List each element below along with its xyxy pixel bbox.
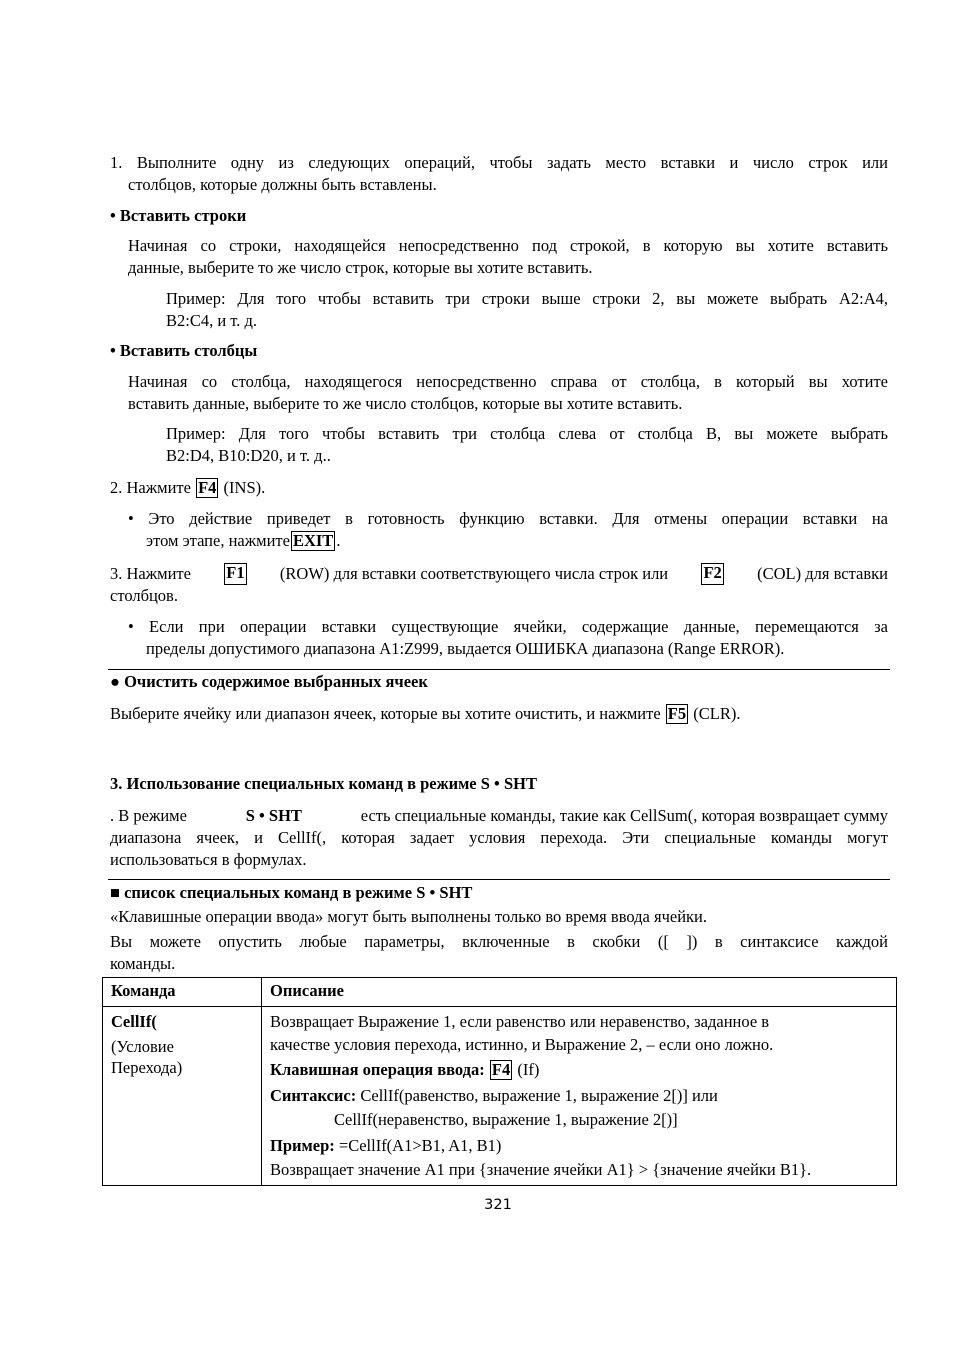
section3-line1-suffix: есть специальные команды, такие как CellSum(, которая возвращает сумму (360, 806, 888, 825)
insert-rows-example-line2: B2:C4, и т. д. (166, 311, 258, 330)
description-line1: Возвращает Выражение 1, если равенство или неравенство, заданное в (270, 1012, 770, 1031)
example-formula: =CellIf(A1>B1, A1, B1) (338, 1136, 502, 1155)
key-operation (270, 1058, 888, 1082)
f4-key: F4 (198, 478, 217, 497)
step3-text-line2: столбцов. (110, 586, 178, 605)
command-subtitle-line2: Перехода) (111, 1058, 183, 1077)
section3-line1-prefix: . В режиме (110, 806, 187, 825)
step3-text-line1 (110, 563, 888, 585)
syntax-line1 (270, 1084, 888, 1108)
divider-rule (108, 879, 890, 880)
divider-rule (108, 669, 890, 670)
section3-line1-mode: S • SHT (245, 806, 302, 825)
command-subtitle-line1: (Условие (111, 1037, 174, 1056)
description-line2: качестве условия перехода, истинно, и Выражение 2, – если оно ложно. (270, 1035, 774, 1054)
command-list-note2-line1: Вы можете опустить любые параметры, включенные в скобки ([ ]) в синтаксисе каждой (110, 932, 888, 951)
column-header-description: Описание (262, 978, 897, 1007)
step3-prefix: 3. Нажмите (110, 564, 191, 583)
f1-key: F1 (224, 563, 246, 585)
insert-columns-heading: • Вставить столбцы (110, 341, 258, 360)
step2-note-prefix: этом этапе, нажмите (146, 531, 290, 550)
page-number: 321 (484, 1197, 512, 1213)
section3-line1 (110, 805, 888, 827)
step3-suffix: (COL) для вставки (757, 564, 888, 583)
step2-suffix: (INS). (223, 478, 266, 497)
clear-text-suffix: (CLR). (693, 704, 741, 723)
syntax-text-1: CellIf(равенство, выражение 1, выражение 2[)] или (360, 1086, 718, 1105)
step2-note-line1: • Это действие приведет в готовность функцию вставки. Для отмены операции вставки на (128, 509, 888, 528)
syntax-line2: CellIf(неравенство, выражение 1, выражение 2[)] (334, 1110, 678, 1129)
clear-text-prefix: Выберите ячейку или диапазон ячеек, которые вы хотите очистить, и нажмите (110, 704, 661, 723)
insert-rows-example-line1: Пример: Для того чтобы вставить три строки выше строки 2, вы можете выбрать A2:A4, (166, 289, 888, 308)
insert-rows-paragraph-line1: Начиная со строки, находящейся непосредственно под строкой, в которую вы хотите вставить (128, 236, 888, 255)
example-result: Возвращает значение A1 при {значение ячейки A1} > {значение ячейки B1}. (270, 1160, 812, 1179)
example-label: Пример: (270, 1136, 335, 1155)
insert-columns-paragraph-line2: вставить данные, выберите то же число столбцов, которые вы хотите вставить. (128, 394, 683, 413)
f2-key: F2 (701, 563, 723, 585)
step2-note-suffix: . (336, 531, 341, 550)
command-name: CellIf( (111, 1012, 157, 1031)
f5-key: F5 (667, 704, 687, 723)
clear-text (110, 703, 740, 725)
insert-columns-example-line1: Пример: Для того чтобы вставить три столбца слева от столбца B, вы можете выбрать (166, 424, 888, 443)
column-header-command: Команда (103, 978, 262, 1007)
section3-line2: диапазона ячеек, и CellIf(, которая задает условия перехода. Эти специальные команды могут (110, 828, 888, 847)
insert-columns-paragraph-line1: Начиная со столбца, находящегося непосредственно справа от столбца, в который вы хотите (128, 372, 888, 391)
step2-prefix: 2. Нажмите (110, 478, 191, 497)
key-operation-label: Клавишная операция ввода: (270, 1060, 485, 1079)
insert-columns-example-line2: B2:D4, B10:D20, и т. д.. (166, 446, 331, 465)
section3-heading: 3. Использование специальных команд в режиме S • SHT (110, 774, 537, 793)
insert-rows-heading: • Вставить строки (110, 206, 247, 225)
step3-note-line1: • Если при операции вставки существующие ячейки, содержащие данные, перемещаются за (128, 617, 888, 636)
clear-heading: ● Очистить содержимое выбранных ячеек (110, 672, 428, 691)
commands-table (102, 977, 897, 1186)
syntax-label: Синтаксис: (270, 1086, 357, 1105)
step3-middle: (ROW) для вставки соответствующего числа строк или (279, 564, 669, 583)
command-list-note1: «Клавишные операции ввода» могут быть выполнены только во время ввода ячейки. (110, 907, 707, 926)
f4-key: F4 (491, 1060, 511, 1079)
step2-text (110, 477, 265, 499)
table-row (103, 1007, 897, 1186)
description-cell (262, 1007, 897, 1186)
insert-rows-paragraph-line2: данные, выберите то же число строк, которые вы хотите вставить. (128, 258, 593, 277)
step2-note-line2 (146, 530, 340, 552)
example-line (270, 1134, 888, 1158)
command-cell (103, 1007, 262, 1186)
step1-text-line1: 1. Выполните одну из следующих операций, чтобы задать место вставки и число строк или (110, 153, 888, 172)
key-operation-suffix: (If) (517, 1060, 540, 1079)
step1-text-line2: столбцов, которые должны быть вставлены. (128, 175, 437, 194)
step3-note-line2: пределы допустимого диапазона A1:Z999, выдается ОШИБКА диапазона (Range ERROR). (146, 639, 785, 658)
command-list-note2-line2: команды. (110, 954, 176, 973)
section3-line3: использоваться в формулах. (110, 850, 307, 869)
table-header-row (103, 978, 897, 1007)
exit-key: EXIT (292, 531, 334, 550)
command-list-heading: ■ список специальных команд в режиме S • SHT (110, 883, 473, 902)
